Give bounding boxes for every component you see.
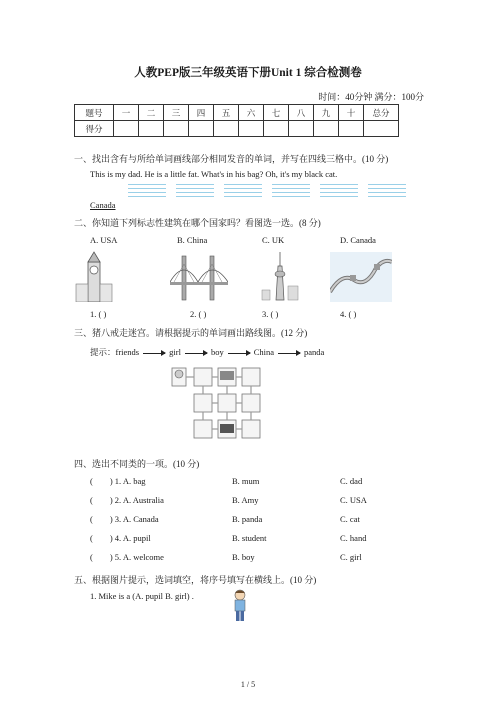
sec4-item-c: C. hand [340,533,367,543]
score-header-cell: 总分 [364,105,399,121]
section4-heading: 四、选出不同类的一项。(10 分) [74,459,200,469]
arrow-icon [143,353,165,354]
hint-words [90,346,324,358]
section3-heading: 三、猪八戒走迷宫。请根据提示的单词画出路线图。(12 分) [74,328,308,338]
score-input-cell[interactable] [339,121,364,137]
four-line-box[interactable] [176,184,214,198]
score-header-cell: 五 [214,105,239,121]
score-table [74,104,399,137]
score-input-cell[interactable] [139,121,164,137]
sec4-item-q[interactable]: ( ) 4. A. pupil [90,533,151,543]
score-input-cell[interactable] [364,121,399,137]
four-line-grid [128,184,408,200]
score-header-cell: 三 [164,105,189,121]
score-header-cell: 十 [339,105,364,121]
sec4-item-b: B. boy [232,552,255,562]
option-b: B. China [177,235,208,245]
hint-word: China [253,347,274,357]
score-header-cell: 一 [114,105,139,121]
arrow-icon [228,353,250,354]
great-wall-icon [330,252,392,302]
section5-q1: 1. Mike is a (A. pupil B. girl) . [90,591,194,601]
hint-word: girl [169,347,181,357]
sec4-item-b: B. student [232,533,267,543]
section2-heading: 二、你知道下列标志性建筑在哪个国家吗？看图选一选。(8 分) [74,218,321,228]
score-input-cell[interactable] [239,121,264,137]
sec4-item-q[interactable]: ( ) 2. A. Australia [90,495,164,505]
arrow-icon [278,353,300,354]
score-header-cell: 七 [264,105,289,121]
sec4-item-c: C. USA [340,495,367,505]
four-line-box[interactable] [128,184,166,198]
score-header-cell: 二 [139,105,164,121]
four-line-box[interactable] [320,184,358,198]
maze-picture [170,364,272,446]
score-input-cell[interactable] [314,121,339,137]
score-input-cell[interactable] [114,121,139,137]
sec4-item-c: C. girl [340,552,362,562]
option-d: D. Canada [340,235,376,245]
given-word: Canada [90,200,116,210]
section1-heading: 一、找出含有与所给单词画线部分相同发音的单词，并写在四线三格中。(10 分) [74,154,389,164]
score-input-cell[interactable] [289,121,314,137]
big-ben-icon [72,250,116,302]
page-title: 人教PEP版三年级英语下册Unit 1 综合检测卷 [134,67,362,79]
sec4-item-c: C. dad [340,476,363,486]
page-number: 1 / 5 [240,680,256,689]
four-line-box[interactable] [224,184,262,198]
answer-1[interactable]: 1. ( ) [90,309,107,319]
hint-word: boy [210,347,224,357]
sec4-item-c: C. cat [340,514,360,524]
score-label-cell: 得分 [75,121,114,137]
sec4-item-b: B. panda [232,514,263,524]
four-line-box[interactable] [272,184,310,198]
score-header-cell: 四 [189,105,214,121]
sec4-item-q[interactable]: ( ) 5. A. welcome [90,552,164,562]
arrow-icon [185,353,207,354]
bridge-icon [170,252,228,302]
score-input-cell[interactable] [264,121,289,137]
section5-heading: 五、根据图片提示，选词填空，将序号填写在横线上。(10 分) [74,575,317,585]
score-header-cell: 八 [289,105,314,121]
score-header-cell: 六 [239,105,264,121]
sec4-item-q[interactable]: ( ) 1. A. bag [90,476,146,486]
hint-word: panda [304,347,325,357]
sec4-item-b: B. mum [232,476,260,486]
tower-icon [258,250,302,302]
hint-word: friends [115,347,140,357]
score-input-cell[interactable] [214,121,239,137]
score-header-cell: 九 [314,105,339,121]
hint-label: 提示： [90,347,116,357]
answer-3[interactable]: 3. ( ) [262,309,279,319]
sec4-item-q[interactable]: ( ) 3. A. Canada [90,514,159,524]
answer-2[interactable]: 2. ( ) [190,309,207,319]
boy-icon [228,588,252,624]
option-a: A. USA [90,235,118,245]
score-header-cell: 题号 [75,105,114,121]
answer-4[interactable]: 4. ( ) [340,309,357,319]
four-line-box[interactable] [368,184,406,198]
section1-sentence: This is my dad. He is a little fat. What's in his bag? Oh, it's my black cat. [90,169,338,179]
score-input-cell[interactable] [164,121,189,137]
option-c: C. UK [262,235,285,245]
sec4-item-b: B. Amy [232,495,259,505]
score-input-cell[interactable] [189,121,214,137]
time-info: 时间：40分钟 满分：100分 [318,92,424,102]
